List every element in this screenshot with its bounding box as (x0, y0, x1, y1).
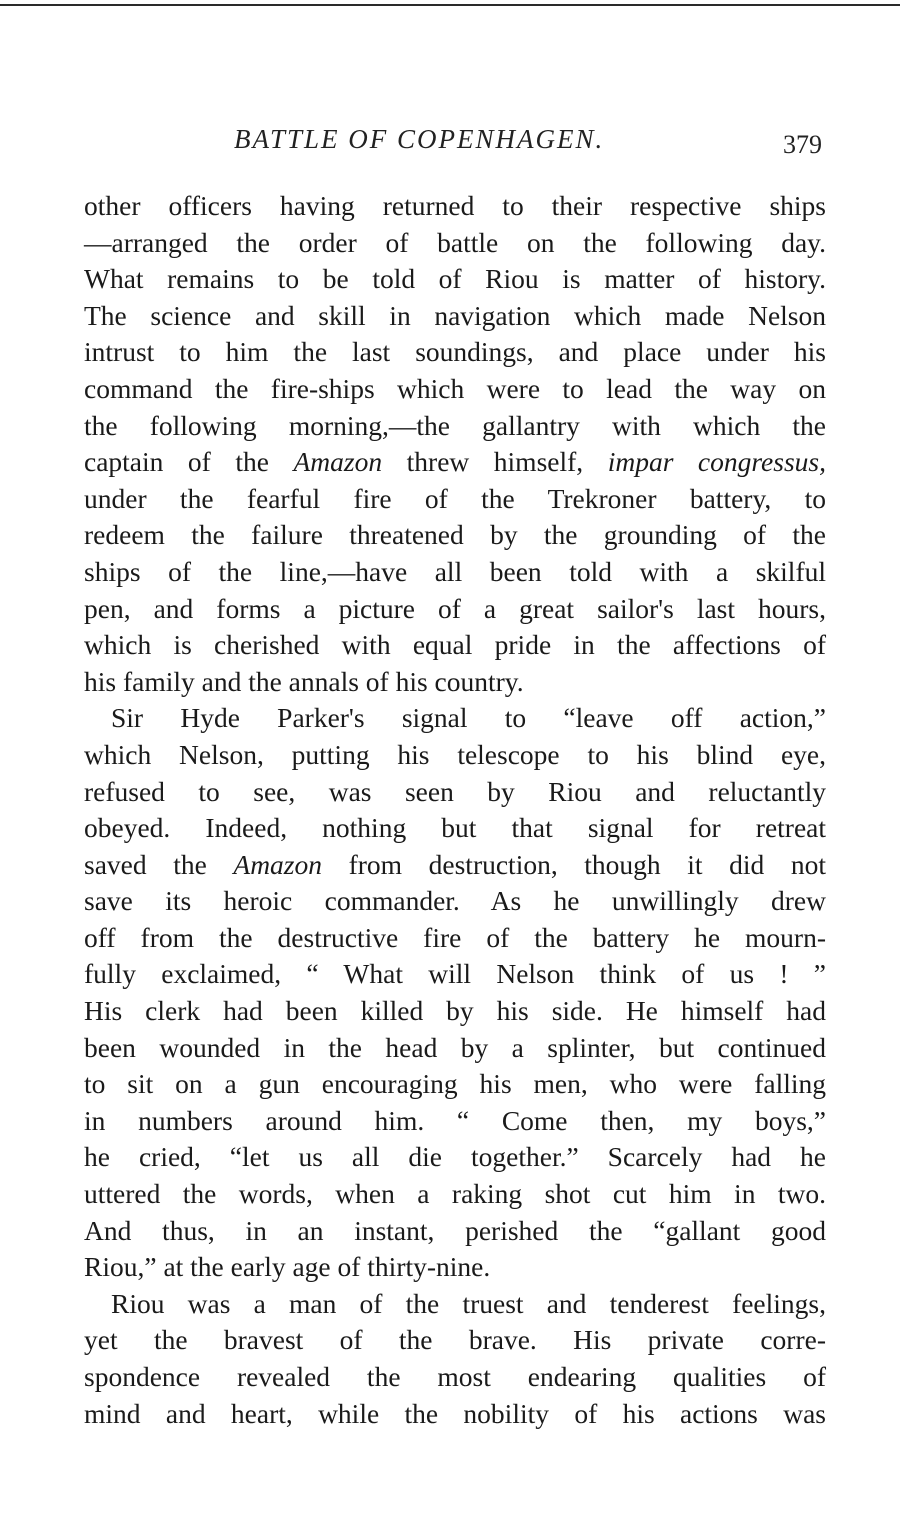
text-line (84, 1213, 826, 1250)
text-segment: been wounded in the head by a splinter, but continued (84, 1031, 826, 1063)
italic-text: impar congressus, (607, 446, 826, 478)
text-line (84, 1249, 826, 1286)
text-line (84, 993, 826, 1030)
text-line (84, 371, 826, 408)
text-segment: to sit on a gun encouraging his men, who were falling (84, 1068, 826, 1100)
text-segment: yet the bravest of the brave. His private corre- (84, 1324, 826, 1356)
text-segment: command the fire-ships which were to lead the way on (84, 372, 826, 404)
running-title: BATTLE OF COPENHAGEN. (234, 124, 605, 154)
text-line (84, 481, 826, 518)
text-segment: saved the (84, 848, 234, 880)
paragraph (84, 188, 826, 700)
text-line (84, 1139, 826, 1176)
italic-text: Amazon (233, 848, 323, 880)
italic-text: Amazon (293, 446, 383, 478)
text-line (84, 1396, 826, 1433)
text-line (84, 408, 826, 445)
paragraph (84, 700, 826, 1286)
text-line (84, 1359, 826, 1396)
text-segment: obeyed. Indeed, nothing but that signal for retreat (84, 812, 826, 844)
text-segment: other officers having returned to their respective ships (84, 190, 826, 221)
text-line (84, 188, 826, 225)
text-line (84, 334, 826, 371)
text-segment: redeem the failure threatened by the grounding of the (84, 519, 826, 551)
text-line (84, 664, 826, 701)
text-segment: threw himself, (382, 446, 608, 478)
text-line (84, 261, 826, 298)
text-line (84, 1066, 826, 1103)
text-segment: in numbers around him. “ Come then, my boys,” (84, 1104, 826, 1136)
text-segment: Sir Hyde Parker's signal to “leave off action,” (111, 702, 826, 734)
text-line (84, 920, 826, 957)
text-segment: from destruction, though it did not (322, 848, 826, 880)
text-segment: What remains to be told of Riou is matter of history. (84, 263, 826, 295)
text-line (84, 847, 826, 884)
text-segment: uttered the words, when a raking shot cut him in two. (84, 1178, 826, 1210)
text-segment: His clerk had been killed by his side. He himself had (84, 995, 826, 1027)
body-text (84, 188, 826, 1432)
text-segment: which is cherished with equal pride in the affections of (84, 629, 826, 661)
top-rule (0, 4, 900, 6)
text-segment: spondence revealed the most endearing qualities of (84, 1361, 826, 1392)
text-segment: intrust to him the last soundings, and place under his (84, 336, 826, 368)
text-line (84, 737, 826, 774)
text-segment: his family and the annals of his country. (84, 665, 524, 697)
text-segment: pen, and forms a picture of a great sailor's last hours, (84, 592, 826, 624)
text-line (84, 956, 826, 993)
text-line (84, 1286, 826, 1323)
text-segment: he cried, “let us all die together.” Scarcely had he (84, 1141, 826, 1173)
text-segment: mind and heart, while the nobility of his actions was (84, 1397, 826, 1429)
text-line (84, 810, 826, 847)
text-line (84, 700, 826, 737)
text-line (84, 1030, 826, 1067)
text-segment: save its heroic commander. As he unwillingly drew (84, 885, 826, 917)
text-segment: off from the destructive fire of the battery he mourn- (84, 921, 826, 953)
text-segment: Riou was a man of the truest and tenderest feelings, (111, 1287, 826, 1319)
text-segment: fully exclaimed, “ What will Nelson think of us ! ” (84, 958, 826, 990)
text-line (84, 883, 826, 920)
text-line (84, 1322, 826, 1359)
text-line (84, 591, 826, 628)
text-line (84, 298, 826, 335)
text-line (84, 517, 826, 554)
paragraph (84, 1286, 826, 1432)
text-segment: And thus, in an instant, perished the “gallant good (84, 1214, 826, 1246)
text-line (84, 554, 826, 591)
text-segment: under the fearful fire of the Trekroner battery, to (84, 482, 826, 514)
text-segment: which Nelson, putting his telescope to his blind eye, (84, 738, 826, 770)
text-segment: —arranged the order of battle on the following day. (84, 226, 826, 258)
text-line (84, 627, 826, 664)
text-line (84, 774, 826, 811)
text-line (84, 1176, 826, 1213)
text-segment: Riou,” at the early age of thirty-nine. (84, 1251, 491, 1283)
text-segment: the following morning,—the gallantry with which the (84, 409, 826, 441)
page-number: 379 (783, 130, 822, 159)
text-segment: captain of the (84, 446, 294, 478)
text-line (84, 1103, 826, 1140)
text-segment: refused to see, was seen by Riou and reluctantly (84, 775, 826, 807)
text-segment: The science and skill in navigation which made Nelson (84, 299, 826, 331)
text-line (84, 225, 826, 262)
page-header (84, 124, 830, 168)
text-line (84, 444, 826, 481)
text-segment: ships of the line,—have all been told with a skilful (84, 555, 826, 587)
